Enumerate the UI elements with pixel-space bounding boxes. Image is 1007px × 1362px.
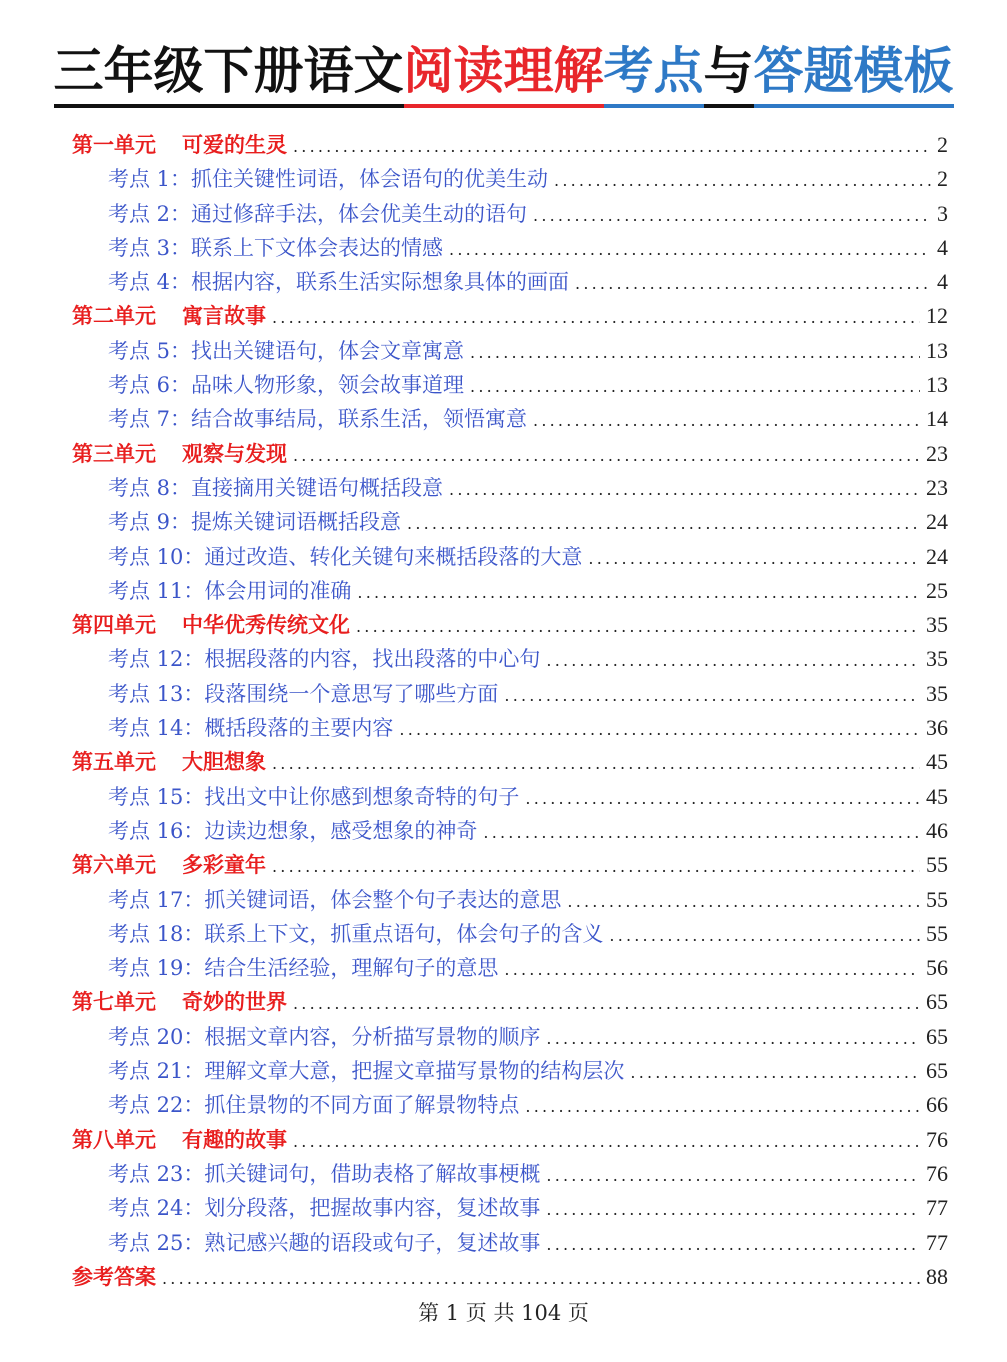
page-number: 35: [926, 612, 948, 638]
toc-point-entry[interactable]: [72, 540, 948, 574]
toc-entry-label: 考点 5：找出关键语句，体会文章寓意: [108, 338, 465, 363]
toc-point-entry[interactable]: [72, 162, 948, 196]
page-footer: 第 1 页 共 104 页: [418, 1301, 589, 1325]
title-part-grade: 三年级下册语文: [54, 40, 404, 108]
page-number: 77: [926, 1195, 948, 1221]
toc-point-entry[interactable]: [72, 1054, 948, 1088]
toc-unit-entry[interactable]: [72, 608, 948, 642]
toc-entry-label: 考点 9：提炼关键词语概括段意: [108, 510, 402, 535]
toc-point-entry[interactable]: [72, 814, 948, 848]
dot-leader: [504, 679, 920, 713]
toc-point-entry[interactable]: [72, 471, 948, 505]
toc-entry-label: [72, 745, 266, 779]
page-number: 2: [937, 166, 948, 192]
toc-entry-label: 考点 10：通过改造、转化关键句来概括段落的大意: [108, 544, 583, 569]
toc-entry-label: 考点 11：体会用词的准确: [108, 578, 352, 603]
toc-point-entry[interactable]: [72, 883, 948, 917]
page-number: 45: [926, 783, 948, 809]
toc-answer-entry[interactable]: [72, 1260, 948, 1294]
toc-entry-label: 考点 21：理解文章大意，把握文章描写景物的结构层次: [108, 1059, 625, 1084]
toc-entry-label: 考点 3：联系上下文体会表达的情感: [108, 235, 444, 260]
toc-point-entry[interactable]: [72, 231, 948, 265]
dot-leader: [470, 370, 920, 404]
toc-entry-label: 考点 23：抓关键词句，借助表格了解故事梗概: [108, 1161, 541, 1186]
toc-point-entry[interactable]: [72, 780, 948, 814]
dot-leader: [567, 885, 920, 919]
title-part-points: 考点: [604, 40, 704, 108]
toc-unit-entry[interactable]: [72, 437, 948, 471]
page-number: 66: [926, 1092, 948, 1118]
toc-entry-label: 考点 12：根据段落的内容，找出段落的中心句: [108, 647, 541, 672]
unit-name: 大胆想象: [182, 749, 266, 775]
dot-leader: [504, 953, 920, 987]
page-number: 23: [926, 474, 948, 500]
page-number: 12: [926, 303, 948, 329]
page-number: 76: [926, 1126, 948, 1152]
dot-leader: [575, 267, 931, 301]
toc-unit-entry[interactable]: [72, 848, 948, 882]
dot-leader: [293, 1125, 920, 1159]
page-number: 13: [926, 372, 948, 398]
page-number: 24: [926, 543, 948, 569]
title-part-reading: 阅读理解: [404, 40, 604, 108]
dot-leader: [162, 1262, 920, 1296]
toc-point-entry[interactable]: [72, 1226, 948, 1260]
toc-point-entry[interactable]: [72, 711, 948, 745]
dot-leader: [357, 576, 920, 610]
unit-number: 第二单元: [72, 303, 156, 329]
unit-number: 第六单元: [72, 852, 156, 878]
page-number: 65: [926, 989, 948, 1015]
toc-point-entry[interactable]: [72, 402, 948, 436]
page-number: 77: [926, 1229, 948, 1255]
page-number: 14: [926, 406, 948, 432]
page-number: 4: [937, 269, 948, 295]
toc-entry-label: [72, 128, 287, 162]
toc-entry-label: 考点 6：品味人物形象，领会故事道理: [108, 373, 465, 398]
toc-entry-label: [72, 437, 287, 471]
toc-entry-label: [72, 608, 350, 642]
toc-point-entry[interactable]: [72, 1157, 948, 1191]
page-number: 45: [926, 749, 948, 775]
dot-leader: [588, 542, 920, 576]
page-number: 25: [926, 577, 948, 603]
unit-name: 观察与发现: [182, 440, 287, 466]
toc-point-entry[interactable]: [72, 917, 948, 951]
toc-entry-label: 考点 19：结合生活经验，理解句子的意思: [108, 956, 499, 981]
toc-point-entry[interactable]: [72, 1020, 948, 1054]
dot-leader: [399, 713, 920, 747]
dot-leader: [546, 1193, 920, 1227]
page-number: 46: [926, 817, 948, 843]
dot-leader: [554, 164, 931, 198]
page-number: 55: [926, 886, 948, 912]
title-part-templates: 答题模板: [754, 40, 954, 108]
page-number: 56: [926, 955, 948, 981]
toc-point-entry[interactable]: [72, 334, 948, 368]
dot-leader: [546, 1022, 920, 1056]
dot-leader: [609, 919, 920, 953]
unit-name: 寓言故事: [182, 303, 266, 329]
title-part-and: 与: [704, 40, 754, 108]
unit-number: 第一单元: [72, 132, 156, 157]
toc-point-entry[interactable]: [72, 197, 948, 231]
toc-entry-label: 考点 18：联系上下文，抓重点语句，体会句子的含义: [108, 921, 604, 946]
page-number: 88: [926, 1263, 948, 1289]
dot-leader: [533, 404, 920, 438]
unit-name: 可爱的生灵: [182, 132, 287, 157]
toc-point-entry[interactable]: [72, 642, 948, 676]
toc-entry-label: [72, 1123, 287, 1157]
toc-point-entry[interactable]: [72, 368, 948, 402]
toc-point-entry[interactable]: [72, 574, 948, 608]
page-number: 2: [937, 132, 948, 157]
unit-number: 第七单元: [72, 989, 156, 1015]
toc-entry-label: 考点 15：找出文中让你感到想象奇特的句子: [108, 784, 520, 809]
page-number: 13: [926, 337, 948, 363]
toc-entry-label: 考点 17：抓关键词语，体会整个句子表达的意思: [108, 887, 562, 912]
toc-entry-label: 考点 16：边读边想象，感受想象的神奇: [108, 818, 478, 843]
toc-point-entry[interactable]: [72, 265, 948, 299]
dot-leader: [483, 816, 920, 850]
toc-unit-entry[interactable]: [72, 745, 948, 779]
toc-point-entry[interactable]: [72, 677, 948, 711]
toc-entry-label: 考点 22：抓住景物的不同方面了解景物特点: [108, 1093, 520, 1118]
toc-entry-label: 考点 14：概括段落的主要内容: [108, 716, 394, 741]
page-number: 23: [926, 440, 948, 466]
dot-leader: [272, 747, 920, 781]
toc-entry-label: 考点 7：结合故事结局，联系生活，领悟寓意: [108, 407, 528, 432]
toc-entry-label: [72, 848, 266, 882]
toc-point-entry[interactable]: [72, 1088, 948, 1122]
dot-leader: [407, 507, 920, 541]
page-number: 76: [926, 1160, 948, 1186]
dot-leader: [533, 199, 931, 233]
page-number: 65: [926, 1023, 948, 1049]
unit-name: 有趣的故事: [182, 1126, 287, 1152]
page-number: 3: [937, 200, 948, 226]
dot-leader: [293, 987, 920, 1021]
unit-number: 第四单元: [72, 612, 156, 638]
dot-leader: [630, 1056, 920, 1090]
dot-leader: [272, 301, 920, 335]
toc-entry-label: 考点 1：抓住关键性词语，体会语句的优美生动: [108, 167, 549, 192]
dot-leader: [293, 439, 920, 473]
unit-number: 第五单元: [72, 749, 156, 775]
toc-unit-entry[interactable]: [72, 1123, 948, 1157]
toc-unit-entry[interactable]: [72, 299, 948, 333]
toc-entry-label: 参考答案: [72, 1263, 156, 1289]
table-of-contents: [72, 128, 948, 1294]
dot-leader: [272, 850, 920, 884]
toc-point-entry[interactable]: [72, 505, 948, 539]
unit-name: 中华优秀传统文化: [182, 612, 350, 638]
page-number: 55: [926, 920, 948, 946]
toc-entry-label: 考点 2：通过修辞手法，体会优美生动的语句: [108, 201, 528, 226]
toc-entry-label: 考点 25：熟记感兴趣的语段或句子，复述故事: [108, 1230, 541, 1255]
dot-leader: [546, 644, 920, 678]
toc-entry-label: [72, 985, 287, 1019]
toc-entry-label: 考点 13：段落围绕一个意思写了哪些方面: [108, 681, 499, 706]
toc-entry-label: 考点 8：直接摘用关键语句概括段意: [108, 475, 444, 500]
unit-number: 第八单元: [72, 1126, 156, 1152]
unit-name: 多彩童年: [182, 852, 266, 878]
toc-entry-label: 考点 4：根据内容，联系生活实际想象具体的画面: [108, 270, 570, 295]
toc-unit-entry[interactable]: [72, 128, 948, 162]
unit-name: 奇妙的世界: [182, 989, 287, 1015]
page-number: 35: [926, 680, 948, 706]
unit-number: 第三单元: [72, 440, 156, 466]
dot-leader: [356, 610, 920, 644]
toc-point-entry[interactable]: [72, 951, 948, 985]
dot-leader: [470, 336, 920, 370]
dot-leader: [525, 782, 920, 816]
toc-point-entry[interactable]: [72, 1191, 948, 1225]
page-number: 55: [926, 852, 948, 878]
dot-leader: [546, 1159, 920, 1193]
document-title: [0, 40, 1007, 108]
toc-unit-entry[interactable]: [72, 985, 948, 1019]
page-number: 36: [926, 715, 948, 741]
dot-leader: [449, 233, 931, 267]
dot-leader: [546, 1228, 920, 1262]
page-number: 24: [926, 509, 948, 535]
dot-leader: [525, 1090, 920, 1124]
toc-entry-label: [72, 299, 266, 333]
page-number: 4: [937, 234, 948, 260]
toc-entry-label: 考点 20：根据文章内容，分析描写景物的顺序: [108, 1024, 541, 1049]
dot-leader: [449, 473, 920, 507]
page-number: 35: [926, 646, 948, 672]
toc-entry-label: 考点 24：划分段落，把握故事内容，复述故事: [108, 1196, 541, 1221]
dot-leader: [293, 130, 931, 164]
page-number: 65: [926, 1058, 948, 1084]
